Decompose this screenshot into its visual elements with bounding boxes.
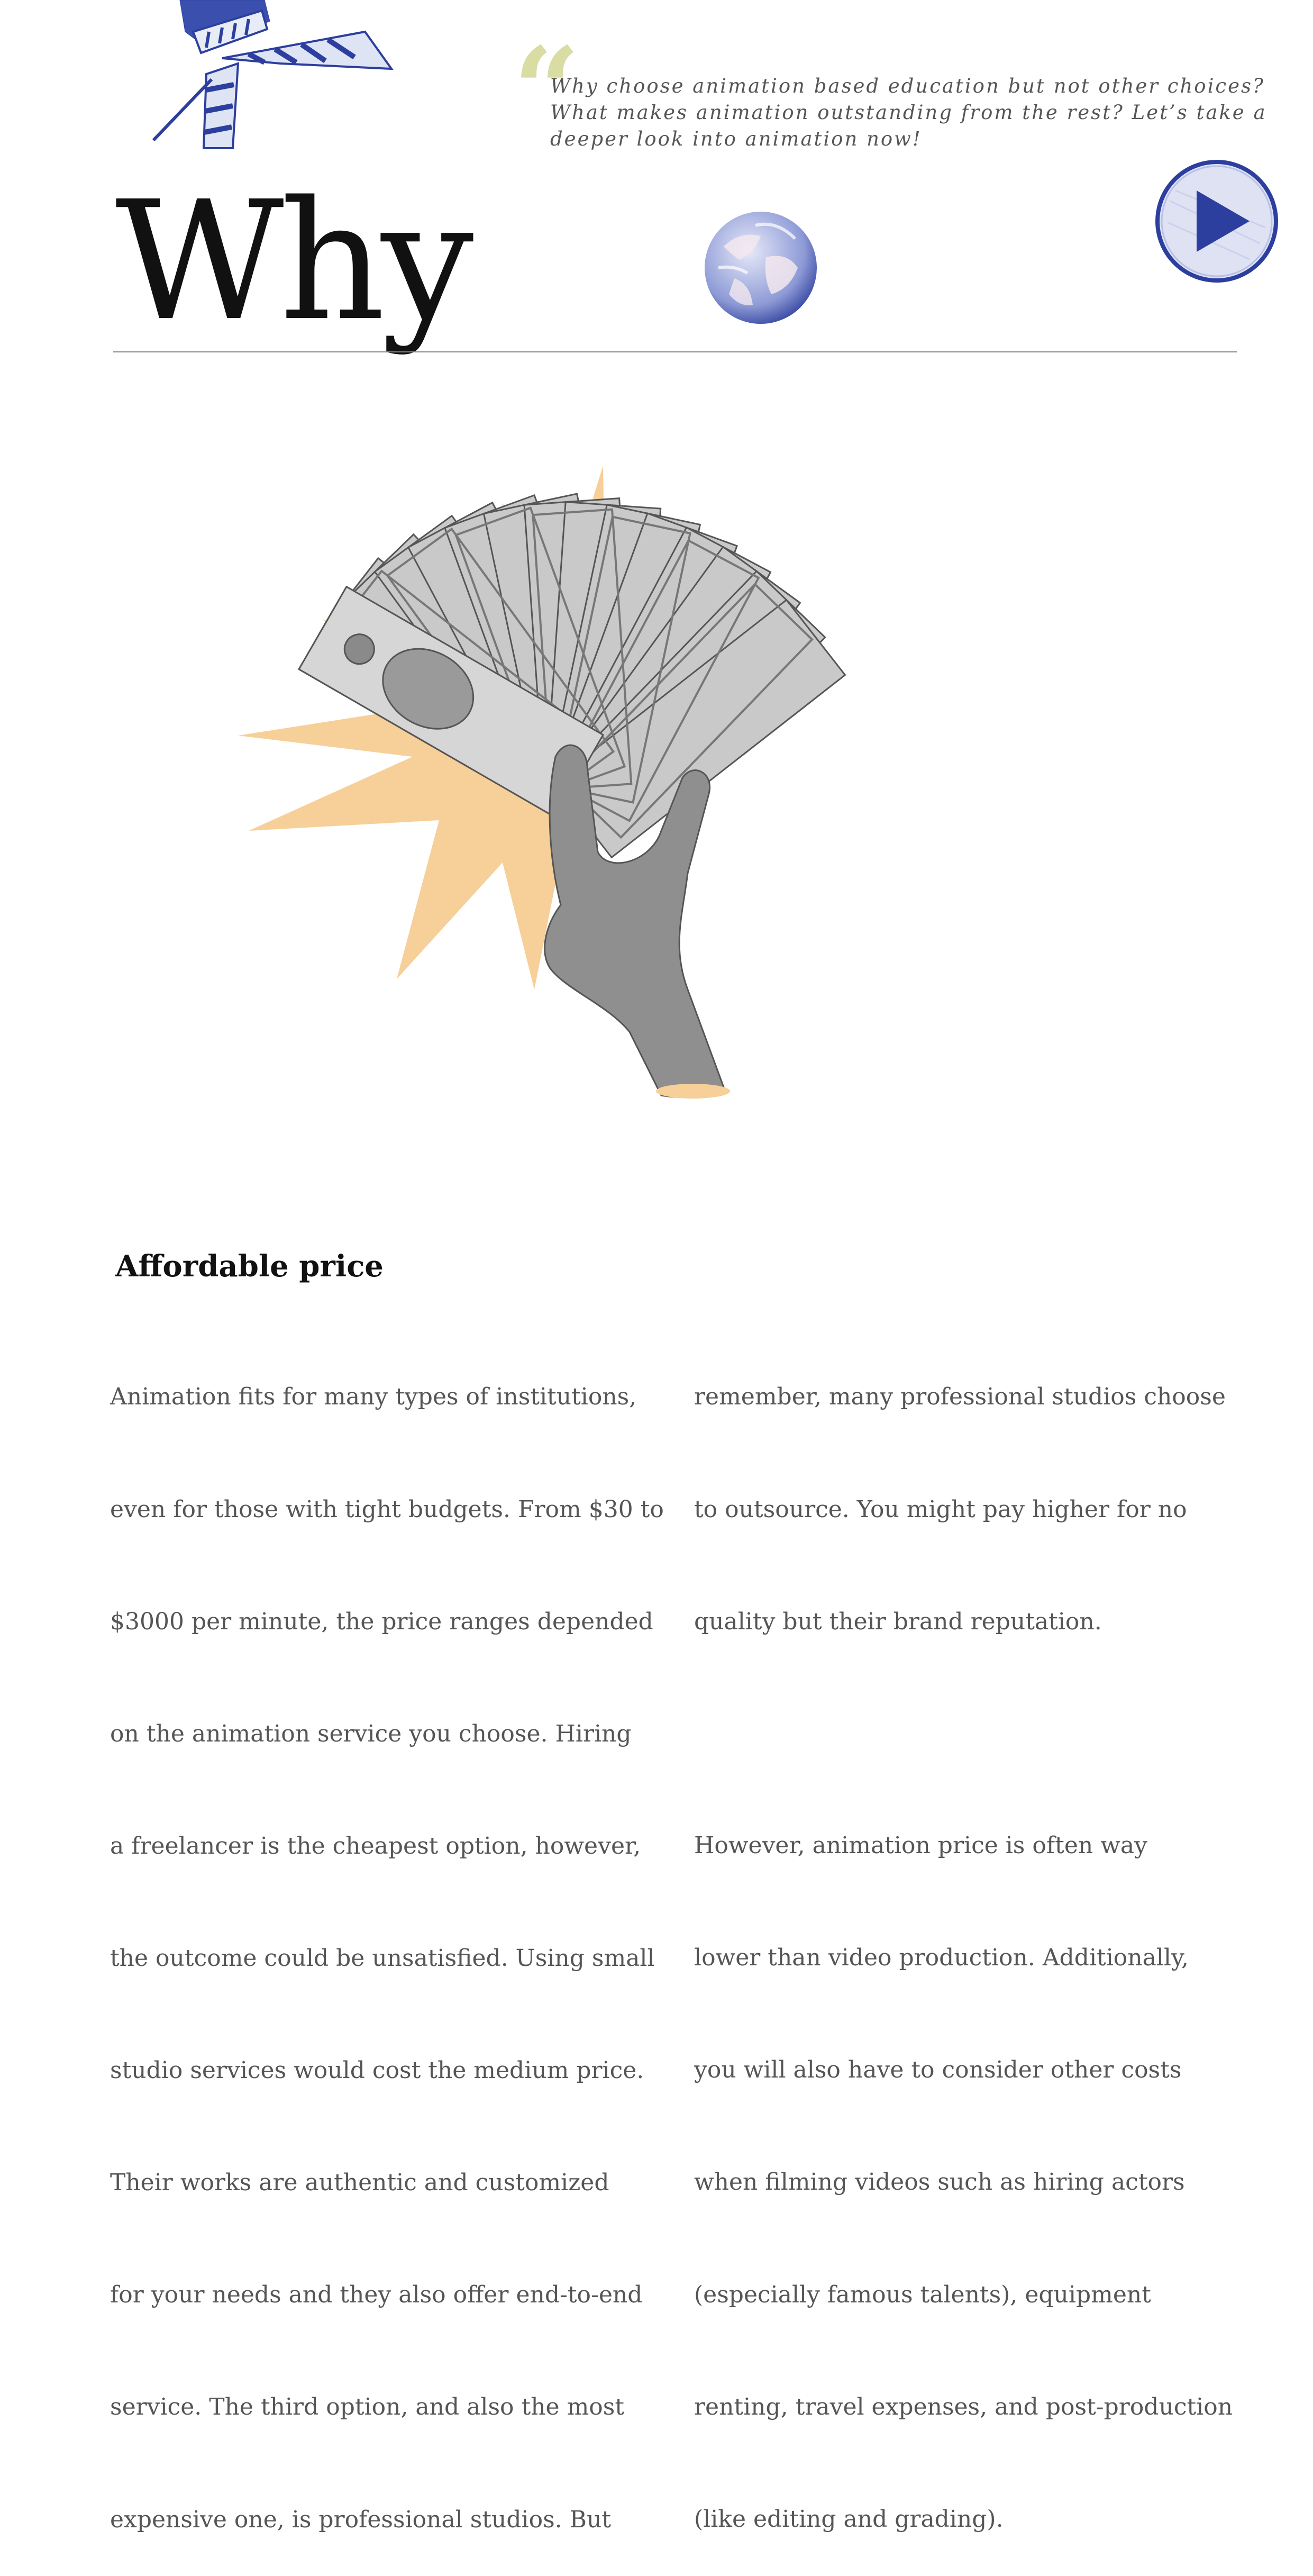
body-line: renting, travel expenses, and post-production: [694, 2393, 1233, 2420]
body-line: lower than video production. Additionally,: [694, 1944, 1189, 1972]
body-line: $3000 per minute, the price ranges depended: [110, 1608, 653, 1635]
body-line: for your needs and they also offer end-to-end: [110, 2281, 643, 2309]
body-line: [694, 1716, 1233, 1753]
body-line: service. The third option, and also the most: [110, 2393, 625, 2421]
body-line: expensive one, is professional studios. But: [110, 2506, 612, 2533]
globe-icon: [703, 210, 819, 326]
title-divider: [113, 351, 1237, 352]
body-line: you will also have to consider other costs: [694, 2056, 1182, 2084]
intro-quote: Why choose animation based education but not other choices? What makes animation outstanding from the rest? Let’s take a deeper look into animation now!: [550, 75, 1267, 150]
play-button[interactable]: [1154, 159, 1279, 284]
body-line: However, animation price is often way: [694, 1832, 1147, 1860]
body-line: remember, many professional studios choose: [694, 1383, 1226, 1411]
body-line: Their works are authentic and customized: [110, 2169, 609, 2197]
satellite-icon: [143, 0, 397, 153]
body-line: on the animation service you choose. Hiring: [110, 1720, 632, 1747]
body-line: the outcome could be unsatisfied. Using small: [110, 1944, 655, 1972]
body-line: quality but their brand reputation.: [694, 1608, 1102, 1635]
body-line: Animation fits for many types of institutions,: [110, 1383, 637, 1411]
body-line: to outsource. You might pay higher for no: [694, 1495, 1187, 1523]
body-line: even for those with tight budgets. From $30 to: [110, 1495, 664, 1523]
body-line: (like editing and grading).: [694, 2505, 1004, 2533]
body-line: studio services would cost the medium price.: [110, 2057, 644, 2084]
section-heading: Affordable price: [115, 1249, 384, 1284]
body-text-left-column: [110, 1304, 664, 2576]
money-hand-illustration: [238, 460, 979, 1148]
page-title: Why: [115, 166, 470, 357]
body-line: (especially famous talents), equipment: [694, 2281, 1151, 2308]
body-line: a freelancer is the cheapest option, however,: [110, 1832, 641, 1860]
body-text-right-column: [694, 1304, 1233, 2575]
quote-mark: “: [513, 21, 580, 158]
body-line: when filming videos such as hiring actors: [694, 2169, 1185, 2196]
